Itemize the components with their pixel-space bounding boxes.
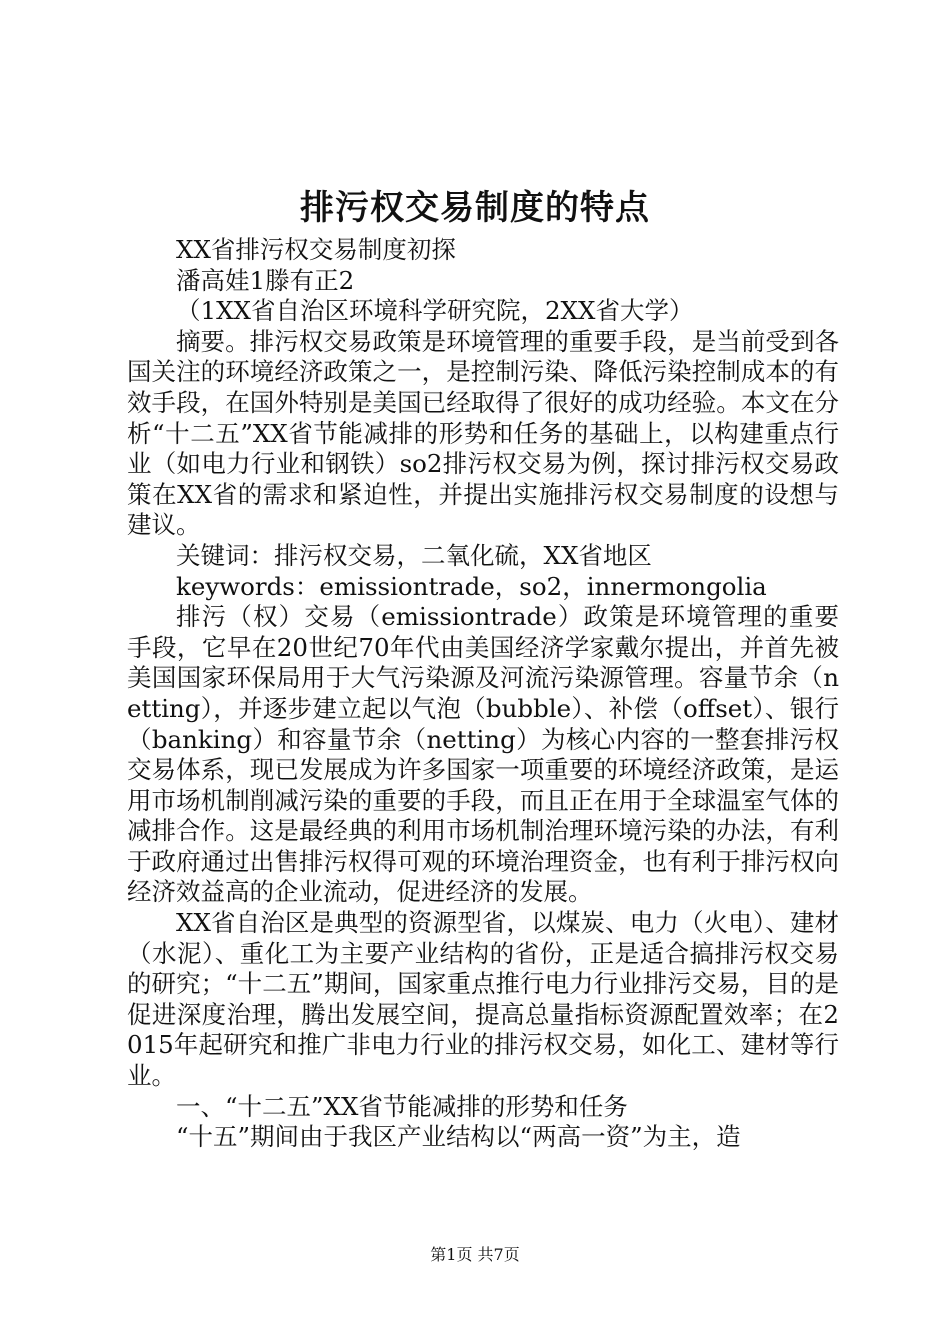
document-body — [127, 235, 839, 1153]
abstract-paragraph: 摘要。排污权交易政策是环境管理的重要手段，是当前受到各国关注的环境经济政策之一，是控制污染、降低污染控制成本的有效手段，在国外特别是美国已经取得了很好的成功经验。本文在分析“十二五”XX省节能减排的形势和任务的基础上，以构建重点行业（如电力行业和钢铁）so2排污权交易为例，探讨排污权交易政策在XX省的需求和紧迫性，并提出实施排污权交易制度的设想与建议。 — [127, 326, 839, 540]
section-heading: 一、“十二五”XX省节能减排的形势和任务 — [176, 1091, 628, 1121]
page-footer: 第1页 共7页 — [430, 1245, 520, 1264]
keywords-en-paragraph: keywords：emissiontrade，so2，innermongolia — [176, 571, 767, 601]
keywords-cn-paragraph: 关键词：排污权交易，二氧化硫，XX省地区 — [176, 540, 652, 570]
body-paragraph: XX省自治区是典型的资源型省，以煤炭、电力（火电）、建材（水泥）、重化工为主要产业结构的省份，正是适合搞排污权交易的研究；“十二五”期间，国家重点推行电力行业排污交易，目的是促进深度治理，腾出发展空间，提高总量指标资源配置效率；在2015年起研究和推广非电力行业的排污权交易，如化工、建材等行业。 — [127, 908, 839, 1091]
authors-paragraph: 潘高娃1滕有正2 — [176, 265, 355, 295]
document-title: 排污权交易制度的特点 — [300, 188, 650, 228]
subtitle-paragraph: XX省排污权交易制度初探 — [176, 235, 456, 264]
body-paragraph: 排污（权）交易（emissiontrade）政策是环境管理的重要手段，它早在20世纪70年代由美国经济学家戴尔提出，并首先被美国国家环保局用于大气污染源及河流污染源管理。容量节余（netting），并逐步建立起以气泡（bubble）、补偿（offset）、银行（banking）和容量节余（netting）为核心内容的一整套排污权交易体系，现已发展成为许多国家一项重要的环境经济政策，是运用市场机制削减污染的重要的手段，而且正在用于全球温室气体的减排合作。这是最经典的利用市场机制治理环境污染的办法，有利于政府通过出售排污权得可观的环境治理资金，也有利于排污权向经济效益高的企业流动，促进经济的发展。 — [127, 602, 839, 907]
affiliation-paragraph: （1XX省自治区环境科学研究院，2XX省大学） — [176, 296, 694, 326]
body-paragraph: “十五”期间由于我区产业结构以“两高一资”为主，造 — [176, 1122, 741, 1152]
